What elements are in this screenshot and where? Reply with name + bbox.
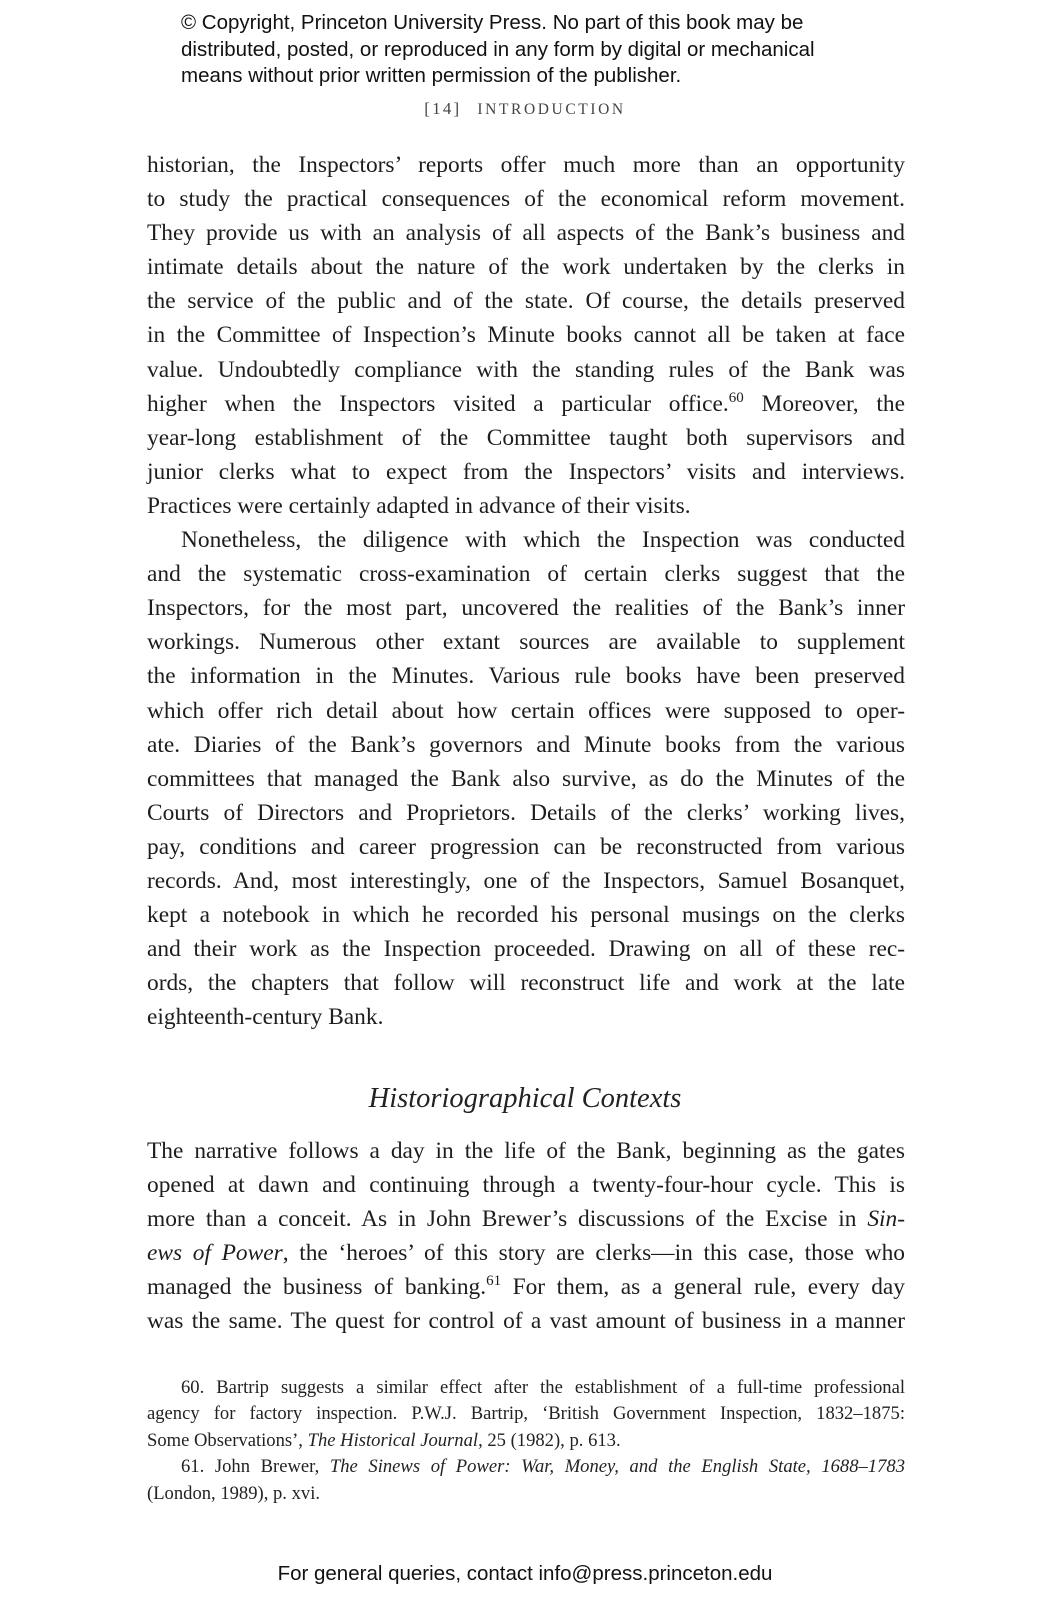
running-head [0, 99, 1050, 119]
text-line: the information in the Minutes. Various rule books have been preserved [147, 663, 905, 690]
copyright-notice [181, 10, 941, 90]
text-segment: Moreover, the [743, 390, 905, 417]
text-line [147, 387, 905, 421]
text-line: Nonetheless, the diligence with which the Inspection was conducted [181, 527, 905, 554]
text-line: in the Committee of Inspection’s Minute books cannot all be taken at face [147, 322, 905, 349]
text-line: to study the practical consequences of the economical reform movement. [147, 186, 905, 213]
text-segment: Some Observations’, [147, 1429, 308, 1451]
text-segment: higher when the Inspectors visited a particular office. [147, 390, 729, 417]
text-segment: 61. John Brewer, [181, 1456, 330, 1478]
text-line: the service of the public and of the state. Of course, the details preserved [147, 288, 905, 315]
text-line: Courts of Directors and Proprietors. Details of the clerks’ working lives, [147, 799, 905, 826]
text-line: which offer rich detail about how certain offices were supposed to oper- [147, 697, 905, 724]
text-line: kept a notebook in which he recorded his personal musings on the clerks [147, 902, 905, 929]
text-line: pay, conditions and career progression can be reconstructed from various [147, 833, 905, 860]
text-line [147, 1202, 905, 1236]
journal-title: The Historical Journal [307, 1429, 479, 1451]
text-line: and the systematic cross-examination of certain clerks suggest that the [147, 561, 905, 588]
text-segment: managed the business of banking. [147, 1274, 487, 1301]
contact-footer: For general queries, contact info@press.princeton.edu [277, 1562, 773, 1585]
text-line: eighteenth-century Bank. [147, 1004, 384, 1031]
text-line: junior clerks what to expect from the Inspectors’ visits and interviews. [147, 458, 905, 485]
copyright-line: means without prior written permission of the publisher. [181, 64, 682, 87]
footnote-line [147, 1428, 905, 1454]
section-title: INTRODUCTION [477, 101, 626, 118]
text-line: Inspectors, for the most part, uncovered the realities of the Bank’s inner [147, 595, 905, 622]
copyright-line: © Copyright, Princeton University Press. No part of this book may be [181, 11, 804, 34]
copyright-line: distributed, posted, or reproduced in any form by digital or mechanical [181, 37, 815, 61]
text-line: committees that managed the Bank also survive, as do the Minutes of the [147, 765, 905, 792]
footnote-line: agency for factory inspection. P.W.J. Bartrip, ‘British Government Inspection, 1832–1875: [147, 1403, 905, 1425]
footnote-61 [147, 1454, 905, 1480]
text-line: Practices were certainly adapted in advance of their visits. [147, 492, 691, 519]
footnote-ref-61[interactable]: 61 [486, 1273, 502, 1290]
text-line: ate. Diaries of the Bank’s governors and Minute books from the various [147, 731, 905, 758]
section-heading: Historiographical Contexts [368, 1083, 682, 1114]
text-line [147, 1236, 905, 1270]
book-title: The Sinews of Power: War, Money, and the English State, 1688–1783 [329, 1456, 905, 1478]
text-segment: more than a conceit. As in John Brewer’s discussions of the Excise in [147, 1206, 868, 1233]
text-line: records. And, most interestingly, one of the Inspectors, Samuel Bosanquet, [147, 867, 905, 894]
text-line [147, 1270, 905, 1304]
text-segment: For them, as a general rule, every day [501, 1274, 906, 1301]
book-title: ews of Power [147, 1240, 283, 1267]
body-text [147, 1134, 905, 1339]
body-text [147, 148, 905, 1034]
text-line: opened at dawn and continuing through a twenty-four-hour cycle. This is [147, 1172, 905, 1199]
text-line: workings. Numerous other extant sources are available to supplement [147, 629, 905, 656]
footnote-line: (London, 1989), p. xvi. [147, 1482, 321, 1504]
text-line: value. Undoubtedly compliance with the standing rules of the Bank was [147, 356, 905, 383]
footnote-60: 60. Bartrip suggests a similar effect after the establishment of a full-time professional [181, 1377, 905, 1398]
footnote-ref-60[interactable]: 60 [728, 389, 744, 406]
text-line: was the same. The quest for control of a vast amount of business in a manner [147, 1308, 905, 1335]
text-line: and their work as the Inspection proceeded. Drawing on all of these rec- [147, 936, 905, 963]
text-line: intimate details about the nature of the work undertaken by the clerks in [147, 254, 905, 281]
text-line: year-long establishment of the Committee taught both supervisors and [147, 424, 905, 451]
text-line: ords, the chapters that follow will reconstruct life and work at the late [147, 970, 905, 997]
text-segment: , 25 (1982), p. 613. [478, 1429, 621, 1451]
footnotes [147, 1375, 905, 1507]
text-segment: , the ‘heroes’ of this story are clerks—in this case, those who [282, 1240, 906, 1267]
text-line: historian, the Inspectors’ reports offer much more than an opportunity [147, 152, 905, 178]
text-line: The narrative follows a day in the life of the Bank, beginning as the gates [147, 1138, 905, 1164]
page-number: [14] [424, 99, 462, 118]
book-title: Sin- [867, 1206, 905, 1233]
text-line: They provide us with an analysis of all aspects of the Bank’s business and [147, 220, 905, 247]
